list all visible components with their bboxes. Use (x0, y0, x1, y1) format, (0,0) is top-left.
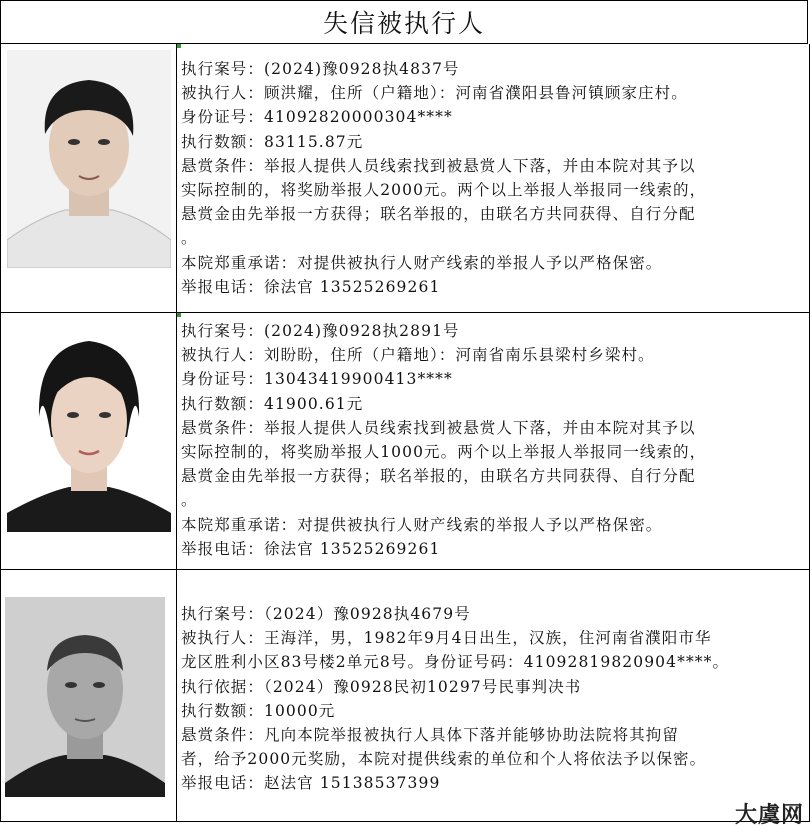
record-text (181, 570, 805, 821)
photo-cell (1, 44, 177, 312)
id-number: 身份证号：41092820000304**** (181, 108, 453, 127)
case-number: 执行案号：（2024）豫0928执4679号 (181, 605, 471, 623)
contact-phone: 举报电话：徐法官 13525269261 (181, 277, 441, 296)
record-row-2 (0, 313, 810, 570)
case-number: 执行案号：(2024)豫0928执2891号 (181, 322, 460, 340)
page-title: 失信被执行人 (0, 0, 808, 44)
reward-terms: 悬赏条件：举报人提供人员线索找到被悬赏人下落，并由本院对其予以 (181, 418, 696, 437)
amount: 执行数额：41900.61元 (181, 394, 364, 413)
reward-terms: 实际控制的，将奖励举报人2000元。两个以上举报人举报同一线索的， (181, 180, 707, 199)
record-text (181, 44, 805, 312)
reward-terms: 。 (181, 491, 198, 510)
record-row-1 (0, 44, 810, 313)
reward-terms: 者，给予2000元奖励，本院对提供线索的单位和个人将依法予以保密。 (181, 750, 707, 769)
reward-terms: 。 (181, 229, 198, 248)
person-photo (5, 597, 165, 797)
amount: 执行数额：10000元 (181, 701, 336, 720)
site-watermark: 大虞网 (734, 803, 804, 828)
reward-terms: 悬赏金由先举报一方获得；联名举报的，由联名方共同获得、自行分配 (181, 205, 696, 224)
person-photo (7, 50, 171, 268)
reward-terms: 悬赏条件：举报人提供人员线索找到被悬赏人下落，并由本院对其予以 (181, 156, 696, 175)
enforcement-basis: 执行依据：（2024）豫0928民初10297号民事判决书 (181, 677, 582, 696)
amount: 执行数额：83115.87元 (181, 132, 364, 151)
photo-cell (1, 570, 177, 821)
reward-terms: 悬赏条件：凡向本院举报被执行人具体下落并能够协助法院将其拘留 (181, 725, 680, 744)
photo-cell (1, 313, 177, 569)
reward-terms: 悬赏金由先举报一方获得；联名举报的，由联名方共同获得、自行分配 (181, 467, 696, 486)
person-photo (7, 317, 171, 532)
reward-terms: 实际控制的，将奖励举报人1000元。两个以上举报人举报同一线索的， (181, 442, 707, 461)
record-text (181, 313, 805, 569)
confidentiality-note: 本院郑重承诺：对提供被执行人财产线索的举报人予以严格保密。 (181, 515, 663, 534)
case-number: 执行案号：(2024)豫0928执4837号 (181, 60, 460, 78)
record-row-3 (0, 570, 810, 822)
id-number: 身份证号：13043419900413**** (181, 370, 453, 389)
contact-phone: 举报电话：徐法官 13525269261 (181, 539, 441, 558)
debtor-info: 龙区胜利小区83号楼2单元8号。身份证号码：41092819820904****。 (181, 653, 730, 672)
debtor-info: 被执行人：刘盼盼，住所（户籍地）：河南省南乐县梁村乡梁村。 (181, 346, 655, 365)
contact-phone: 举报电话：赵法官 15138537399 (181, 774, 441, 793)
debtor-info: 被执行人：顾洪耀，住所（户籍地）：河南省濮阳县鲁河镇顾家庄村。 (181, 84, 688, 103)
debtor-info: 被执行人：王海洋，男，1982年9月4日出生，汉族，住河南省濮阳市华 (181, 629, 712, 648)
confidentiality-note: 本院郑重承诺：对提供被执行人财产线索的举报人予以严格保密。 (181, 253, 663, 272)
